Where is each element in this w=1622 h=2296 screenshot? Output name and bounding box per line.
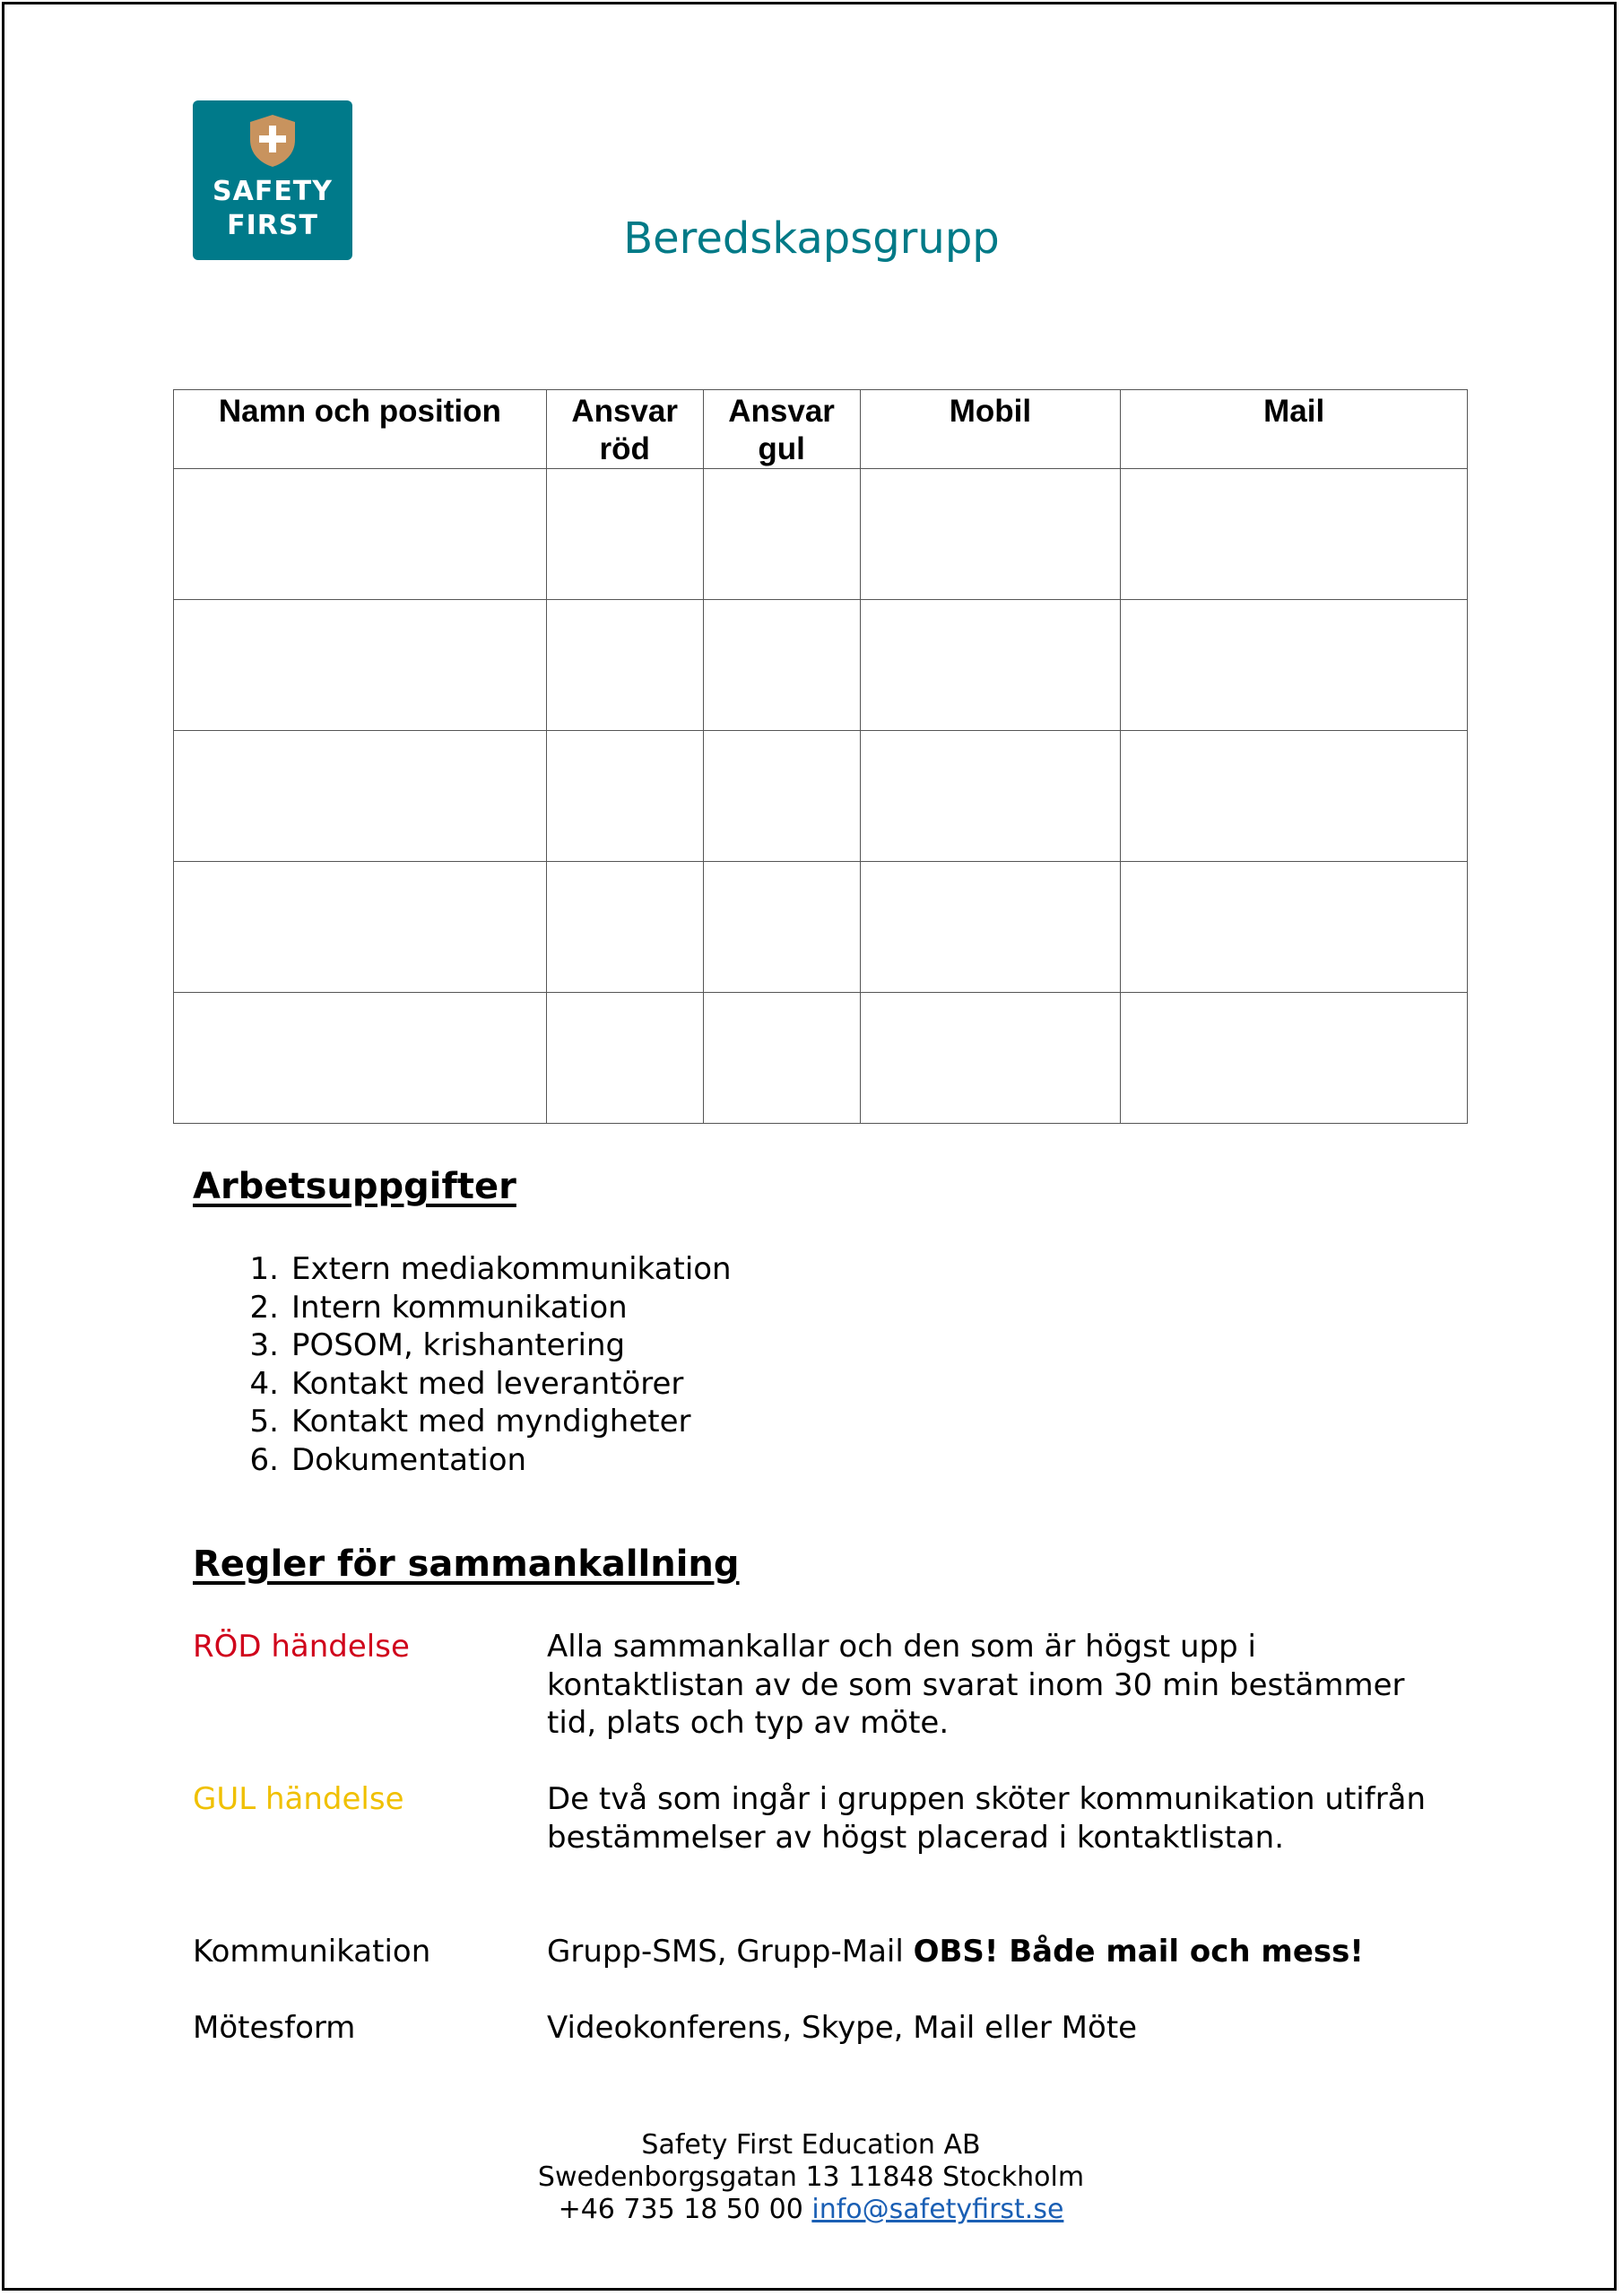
list-item-number: 1. bbox=[249, 1251, 279, 1287]
table-row bbox=[174, 862, 1468, 993]
list-item-number: 2. bbox=[249, 1289, 279, 1326]
list-item bbox=[193, 1404, 732, 1442]
logo-text-line1: SAFETY bbox=[213, 176, 333, 207]
header-mobile bbox=[860, 390, 1121, 469]
table-row bbox=[174, 731, 1468, 862]
table-cell[interactable] bbox=[860, 862, 1121, 993]
shield-plus-icon bbox=[247, 113, 299, 169]
table-cell[interactable] bbox=[546, 600, 703, 731]
table-cell[interactable] bbox=[703, 600, 860, 731]
communication-text bbox=[547, 1933, 1453, 1971]
tasks-list bbox=[193, 1251, 732, 1480]
safety-first-logo bbox=[193, 100, 352, 260]
header-responsible-yellow bbox=[703, 390, 860, 469]
header-responsible-red bbox=[546, 390, 703, 469]
footer-address: Swedenborgsgatan 13 11848 Stockholm bbox=[537, 2161, 1085, 2193]
header-line1: Ansvar bbox=[728, 394, 835, 429]
table-header-row bbox=[174, 390, 1468, 469]
table-cell[interactable] bbox=[860, 600, 1121, 731]
list-item-text: Dokumentation bbox=[291, 1441, 527, 1478]
table-cell[interactable] bbox=[703, 993, 860, 1124]
logo-text-line2: FIRST bbox=[227, 210, 318, 241]
list-item bbox=[193, 1290, 732, 1328]
list-item-text: POSOM, krishantering bbox=[291, 1327, 626, 1363]
table-cell[interactable] bbox=[1121, 731, 1468, 862]
table-cell[interactable] bbox=[703, 731, 860, 862]
header-line2: gul bbox=[758, 431, 805, 466]
header-line1: Mobil bbox=[949, 394, 1032, 429]
tasks-heading: Arbetsuppgifter bbox=[193, 1166, 516, 1207]
list-item bbox=[193, 1366, 732, 1405]
table-cell[interactable] bbox=[174, 862, 547, 993]
list-item-number: 3. bbox=[249, 1327, 279, 1363]
yellow-event-label: GUL händelse bbox=[193, 1781, 404, 1817]
footer-phone: +46 735 18 50 00 bbox=[558, 2194, 812, 2225]
header-line1: Mail bbox=[1263, 394, 1325, 429]
rules-heading: Regler för sammankallning bbox=[193, 1544, 740, 1585]
list-item-text: Extern mediakommunikation bbox=[291, 1251, 732, 1287]
red-event-text: Alla sammankallar och den som är högst upp i kontaktlistan av de som svarat inom 30 min bestämmer tid, plats och typ av möte. bbox=[547, 1629, 1405, 1741]
footer-contact bbox=[0, 2194, 1622, 2226]
list-item-number: 6. bbox=[249, 1441, 279, 1478]
table-cell[interactable] bbox=[1121, 469, 1468, 600]
table-cell[interactable] bbox=[703, 862, 860, 993]
table-cell[interactable] bbox=[546, 993, 703, 1124]
communication-label: Kommunikation bbox=[193, 1934, 431, 1970]
table-row bbox=[174, 993, 1468, 1124]
table-cell[interactable] bbox=[860, 993, 1121, 1124]
communication-value: Grupp-SMS, Grupp-Mail bbox=[547, 1934, 914, 1970]
table-cell[interactable] bbox=[703, 469, 860, 600]
header-name-position bbox=[174, 390, 547, 469]
table-cell[interactable] bbox=[860, 731, 1121, 862]
list-item-number: 4. bbox=[249, 1365, 279, 1402]
table-cell[interactable] bbox=[174, 731, 547, 862]
yellow-event-text: De två som ingår i gruppen sköter kommunikation utifrån bestämmelser av högst placerad i kontaktlistan. bbox=[547, 1781, 1427, 1856]
table-cell[interactable] bbox=[174, 600, 547, 731]
list-item-number: 5. bbox=[249, 1404, 279, 1439]
table-cell[interactable] bbox=[1121, 862, 1468, 993]
list-item-text: Kontakt med myndigheter bbox=[291, 1404, 691, 1439]
table-cell[interactable] bbox=[1121, 600, 1468, 731]
meeting-form-label: Mötesform bbox=[193, 2010, 356, 2046]
table-row bbox=[174, 600, 1468, 731]
contact-table bbox=[173, 389, 1468, 1124]
page-title: Beredskapsgrupp bbox=[623, 213, 1000, 264]
header-line1: Namn och position bbox=[218, 394, 501, 429]
list-item bbox=[193, 1327, 732, 1366]
meeting-form-text: Videokonferens, Skype, Mail eller Möte bbox=[547, 2010, 1138, 2046]
footer-company: Safety First Education AB bbox=[641, 2129, 981, 2161]
footer-email-link[interactable]: info@safetyfirst.se bbox=[811, 2194, 1064, 2225]
header-line2: röd bbox=[599, 431, 650, 466]
table-cell[interactable] bbox=[546, 469, 703, 600]
list-item bbox=[193, 1442, 732, 1481]
header-mail bbox=[1121, 390, 1468, 469]
list-item-text: Intern kommunikation bbox=[291, 1289, 628, 1326]
list-item-text: Kontakt med leverantörer bbox=[291, 1365, 684, 1402]
communication-note: OBS! Både mail och mess! bbox=[913, 1934, 1364, 1970]
list-item bbox=[193, 1251, 732, 1290]
table-cell[interactable] bbox=[860, 469, 1121, 600]
table-cell[interactable] bbox=[174, 469, 547, 600]
table-cell[interactable] bbox=[1121, 993, 1468, 1124]
red-event-label: RÖD händelse bbox=[193, 1629, 410, 1665]
table-row bbox=[174, 469, 1468, 600]
table-cell[interactable] bbox=[546, 862, 703, 993]
table-cell[interactable] bbox=[174, 993, 547, 1124]
header-line1: Ansvar bbox=[571, 394, 678, 429]
table-cell[interactable] bbox=[546, 731, 703, 862]
